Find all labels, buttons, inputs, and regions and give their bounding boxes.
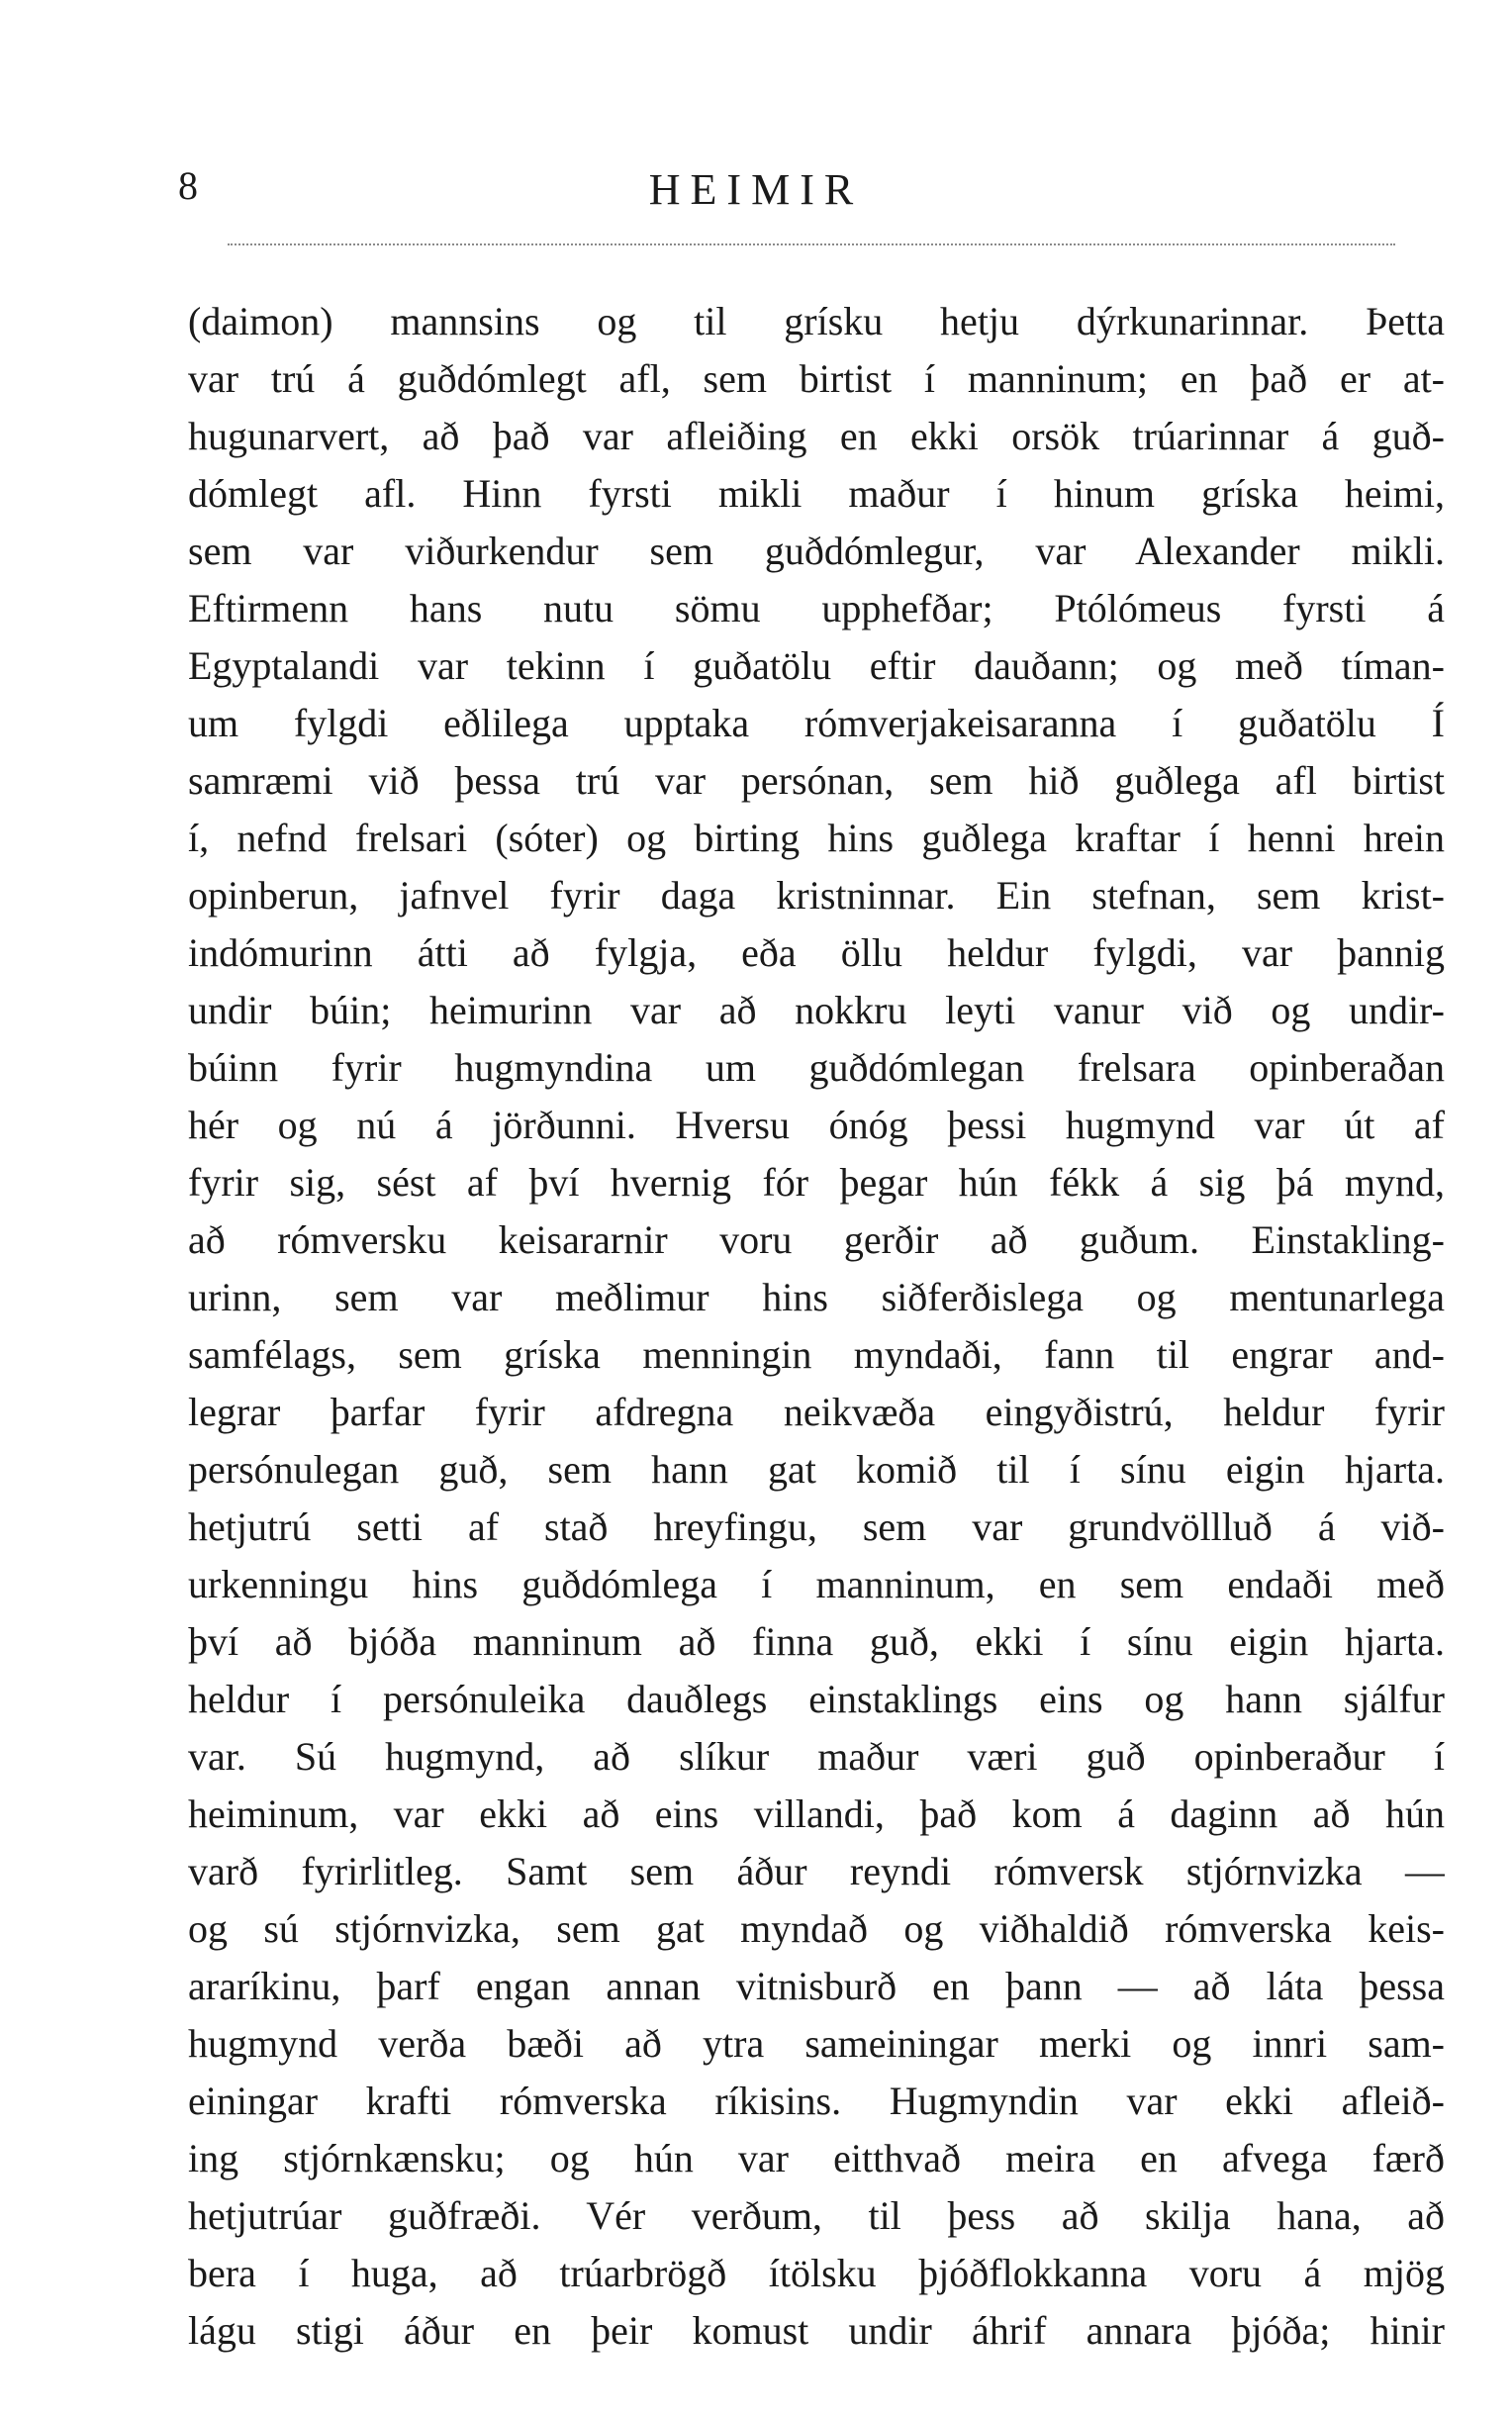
text-line: var. Sú hugmynd, að slíkur maður væri guð opinberaður í [188, 1734, 1445, 1779]
text-line: hugunarvert, að það var afleiðing en ekki orsök trúarinnar á guð- [188, 414, 1445, 458]
text-line: fyrir sig, sést af því hvernig fór þegar hún fékk á sig þá mynd, [188, 1160, 1445, 1205]
text-line: hugmynd verða bæði að ytra sameiningar merki og innri sam- [188, 2021, 1445, 2066]
text-line: í, nefnd frelsari (sóter) og birting hins guðlega kraftar í henni hrein [188, 816, 1445, 860]
text-line: að rómversku keisararnir voru gerðir að guðum. Einstakling- [188, 1217, 1445, 1262]
text-line: legrar þarfar fyrir afdregna neikvæða eingyðistrú, heldur fyrir [188, 1390, 1445, 1434]
running-head: HEIMIR [648, 165, 864, 214]
text-line: araríkinu, þarf engan annan vitnisburð en þann — að láta þessa [188, 1964, 1445, 2008]
header-rule [228, 243, 1395, 245]
page-number: 8 [178, 163, 198, 208]
text-line: dómlegt afl. Hinn fyrsti mikli maður í hinum gríska heimi, [188, 471, 1445, 516]
text-line: samræmi við þessa trú var persónan, sem hið guðlega afl birtist [188, 758, 1445, 803]
text-line: búinn fyrir hugmyndina um guðdómlegan frelsara opinberaðan [188, 1045, 1445, 1090]
text-line: Egyptalandi var tekinn í guðatölu eftir dauðann; og með tíman- [188, 643, 1445, 688]
text-line: ing stjórnkænsku; og hún var eitthvað meira en afvega færð [188, 2136, 1445, 2180]
text-line: sem var viðurkendur sem guðdómlegur, var Alexander mikli. [188, 529, 1445, 573]
text-line: um fylgdi eðlilega upptaka rómverjakeisaranna í guðatölu Í [188, 701, 1445, 745]
text-line: (daimon) mannsins og til grísku hetju dýrkunarinnar. Þetta [188, 299, 1445, 343]
text-line: einingar krafti rómverska ríkisins. Hugmyndin var ekki afleið- [188, 2079, 1445, 2123]
text-line: indómurinn átti að fylgja, eða öllu heldur fylgdi, var þannig [188, 930, 1445, 975]
text-line: samfélags, sem gríska menningin myndaði, fann til engrar and- [188, 1332, 1445, 1377]
text-line: því að bjóða manninum að finna guð, ekki í sínu eigin hjarta. [188, 1619, 1445, 1664]
text-line: lágu stigi áður en þeir komust undir áhrif annara þjóða; hinir [188, 2308, 1445, 2353]
text-line: urkenningu hins guðdómlega í manninum, en sem endaði með [188, 1562, 1445, 1606]
text-line: heldur í persónuleika dauðlegs einstaklings eins og hann sjálfur [188, 1677, 1445, 1721]
text-line: urinn, sem var meðlimur hins siðferðislega og mentunarlega [188, 1275, 1445, 1319]
text-line: hetjutrúar guðfræði. Vér verðum, til þess að skilja hana, að [188, 2193, 1445, 2238]
text-line: og sú stjórnvizka, sem gat myndað og viðhaldið rómverska keis- [188, 1906, 1445, 1951]
text-line: heiminum, var ekki að eins villandi, það kom á daginn að hún [188, 1791, 1445, 1836]
text-line: var trú á guðdómlegt afl, sem birtist í manninum; en það er at- [188, 356, 1445, 401]
text-line: varð fyrirlitleg. Samt sem áður reyndi rómversk stjórnvizka — [188, 1849, 1445, 1893]
text-line: undir búin; heimurinn var að nokkru leyti vanur við og undir- [188, 988, 1445, 1032]
text-line: Eftirmenn hans nutu sömu upphefðar; Ptólómeus fyrsti á [188, 586, 1445, 630]
text-line: persónulegan guð, sem hann gat komið til í sínu eigin hjarta. [188, 1447, 1445, 1492]
text-line: opinberun, jafnvel fyrir daga kristninnar. Ein stefnan, sem krist- [188, 873, 1445, 918]
text-line: hér og nú á jörðunni. Hversu ónóg þessi hugmynd var út af [188, 1103, 1445, 1147]
body-text [188, 293, 1445, 2360]
text-line: hetjutrú setti af stað hreyfingu, sem var grundvöllluð á við- [188, 1504, 1445, 1549]
text-line: bera í huga, að trúarbrögð ítölsku þjóðflokkanna voru á mjög [188, 2251, 1445, 2295]
